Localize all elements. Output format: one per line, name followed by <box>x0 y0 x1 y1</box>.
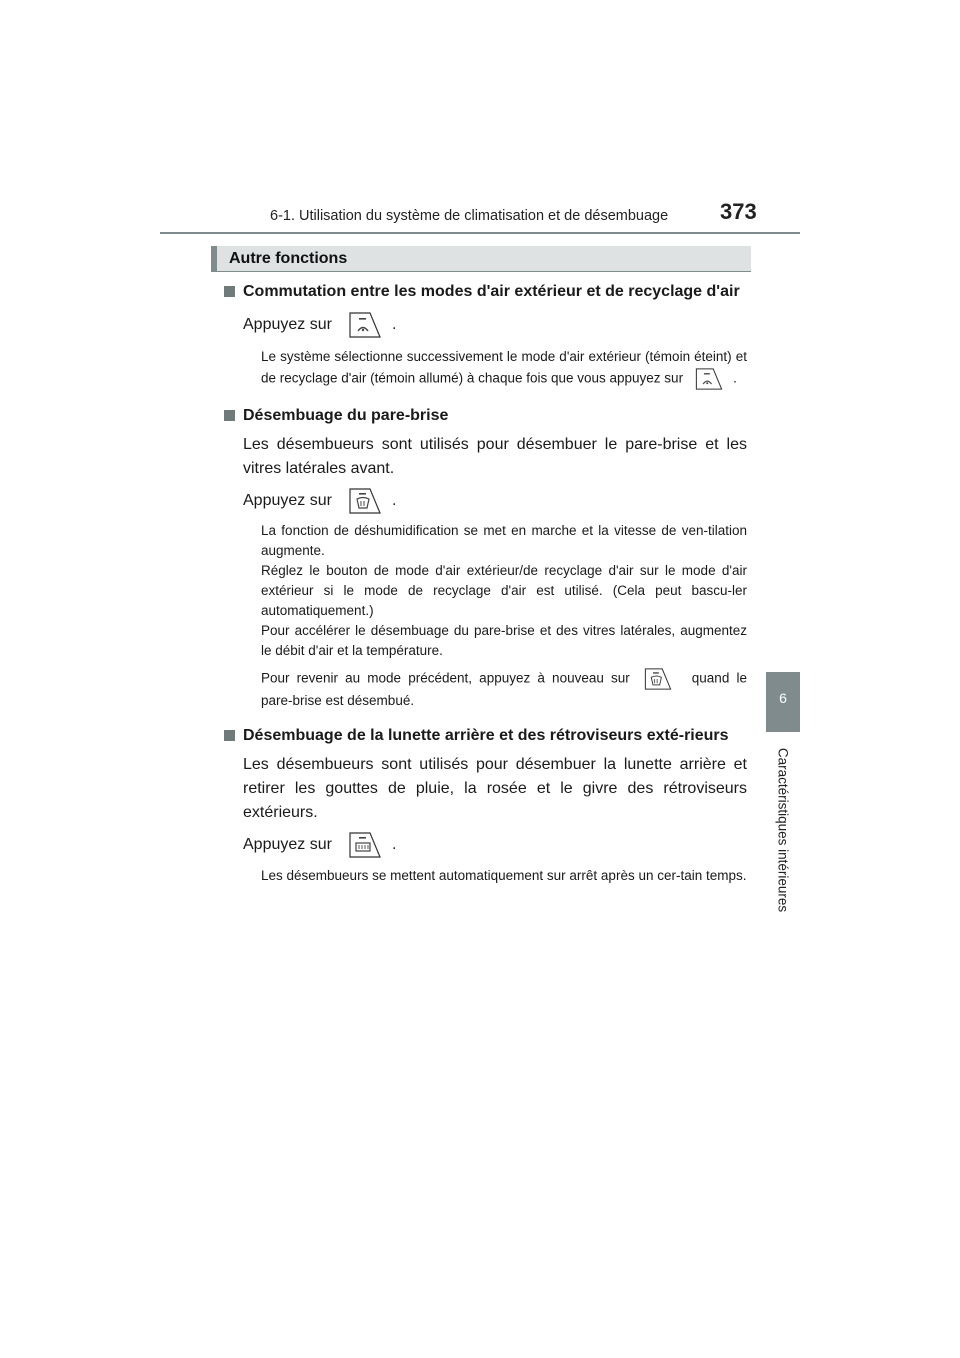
chapter-label: Caractéristiques intérieures <box>775 747 791 913</box>
section-header <box>211 246 751 272</box>
item-body: Les désembueurs sont utilisés pour désembuer le pare-brise et les vitres latérales avant. <box>243 436 747 478</box>
bullet-square-icon <box>224 286 235 297</box>
item-heading: Commutation entre les modes d'air extérieur et de recyclage d'air <box>222 281 747 303</box>
bullet-square-icon <box>224 730 235 741</box>
header-rule <box>160 232 800 234</box>
press-instruction: Appuyez sur . <box>222 311 747 339</box>
chapter-number: 6 <box>779 690 787 706</box>
item-note: Le système sélectionne successivement le mode d'air extérieur (témoin éteint) et de recyclage d'air (témoin allumé) à chaque fois que vous appuyez sur . <box>222 347 747 391</box>
rear-defogger-button-icon <box>346 831 384 859</box>
section-title: Autre fonctions <box>229 250 348 267</box>
page-number: 373 <box>720 199 757 224</box>
press-instruction: Appuyez sur . <box>222 487 747 515</box>
recirculation-button-icon <box>346 311 384 339</box>
item-heading: Désembuage de la lunette arrière et des rétroviseurs exté-rieurs <box>222 725 747 747</box>
press-instruction: Appuyez sur . <box>222 831 747 859</box>
header-title: 6-1. Utilisation du système de climatisation et de désembuage <box>270 208 669 224</box>
item-body: Les désembueurs sont utilisés pour désembuer la lunette arrière et retirer les gouttes de pluie, la rosée et le givre des rétroviseurs extérieurs. <box>243 756 747 822</box>
windshield-defogger-button-icon <box>346 487 384 515</box>
item-recirculation <box>222 281 747 391</box>
item-heading: Désembuage du pare-brise <box>222 405 747 427</box>
item-note: La fonction de déshumidification se met en marche et la vitesse de ven-tilation augmente. Réglez le bouton de mode d'air extérieur/de recyclage d'air sur le mode d'air extérieur si le mode de recyclage d'air est utilisé. (Cela peut bascu-ler automatiquement.) Pour accélérer le désembuage du pare-brise et des vitres latérales, augmentez le débit d'air et la température. Pour revenir au mode précédent, appuyez à nouveau sur quand le pare-brise est désembué. <box>261 523 747 709</box>
item-rear-defog <box>222 725 747 885</box>
recirculation-button-icon <box>693 367 725 391</box>
content <box>222 281 747 886</box>
item-windshield-defog <box>222 405 747 711</box>
windshield-defogger-button-icon <box>642 667 674 691</box>
section-underline <box>211 271 751 272</box>
item-note: Les désembueurs se mettent automatiquement sur arrêt après un cer-tain temps. <box>261 867 747 883</box>
bullet-square-icon <box>224 410 235 421</box>
